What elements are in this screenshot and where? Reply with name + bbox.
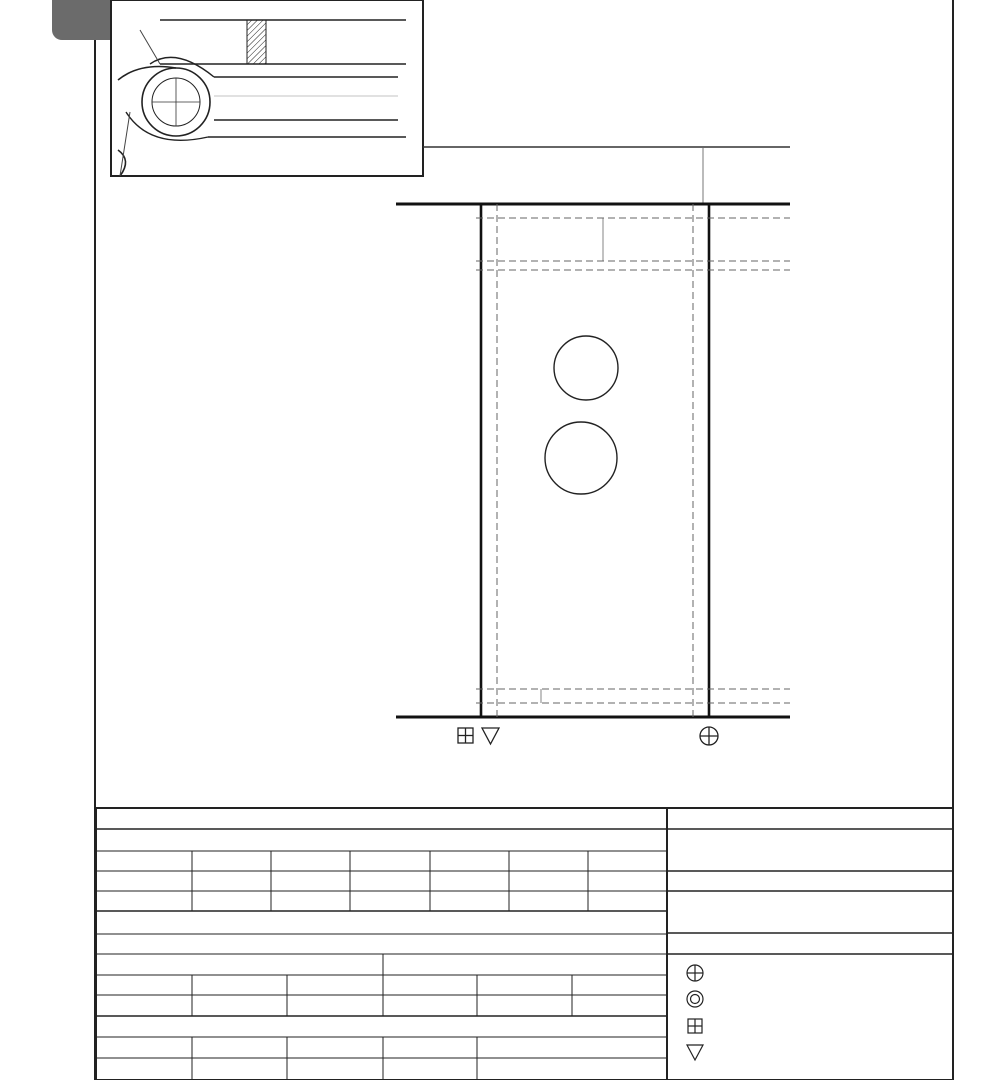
lot-plan [396, 147, 790, 745]
manzana-marker [554, 336, 618, 400]
ref-circle-cross-icon [687, 965, 703, 981]
circle-cross-icon [700, 727, 718, 745]
planilla-table [96, 808, 953, 1080]
ref-boxed-cross-icon [688, 1019, 702, 1033]
lote-marker [545, 422, 617, 494]
key-map [111, 0, 423, 176]
planilla-text [687, 965, 703, 1060]
boxed-cross-icon [458, 728, 473, 743]
ref-down-triangle-icon [687, 1045, 703, 1060]
ref-double-circle-icon [687, 991, 703, 1007]
down-triangle-icon [482, 728, 499, 744]
